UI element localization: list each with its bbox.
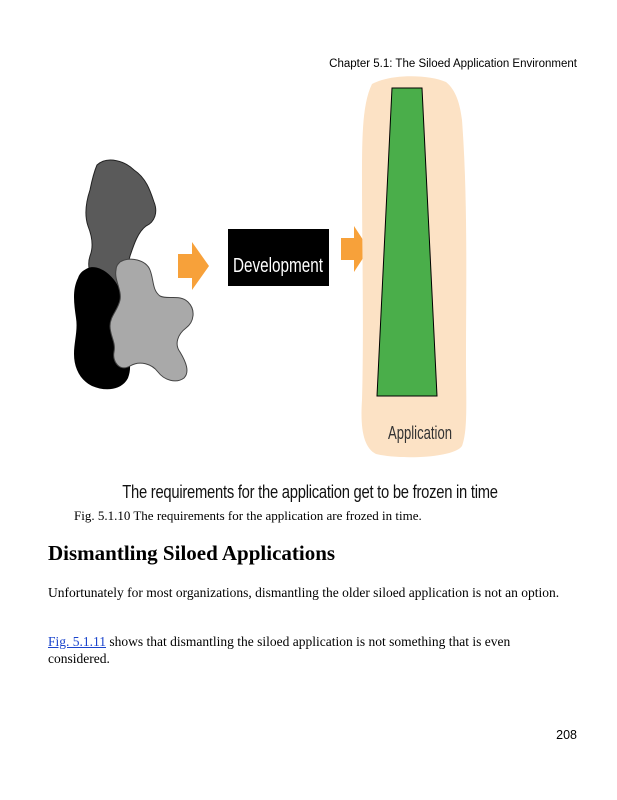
application-label: Application: [388, 423, 452, 443]
page-number: 208: [556, 728, 577, 742]
paragraph: Unfortunately for most organizations, dismantling the older siloed application is not an option.: [48, 585, 560, 600]
paragraph-text: shows that dismantling the siloed application is not something that is even considered.: [48, 634, 511, 666]
paragraph: [48, 633, 568, 667]
arrow-right-icon: [178, 242, 209, 290]
running-header: Chapter 5.1: The Siloed Application Environment: [329, 58, 577, 70]
development-label: Development: [233, 255, 324, 277]
figure-link[interactable]: Fig. 5.1.11: [48, 634, 107, 649]
figure-inner-caption: The requirements for the application get to be frozen in time: [122, 482, 498, 502]
section-heading: Dismantling Siloed Applications: [48, 541, 336, 565]
figure-caption: Fig. 5.1.10 The requirements for the application are frozed in time.: [74, 508, 422, 523]
